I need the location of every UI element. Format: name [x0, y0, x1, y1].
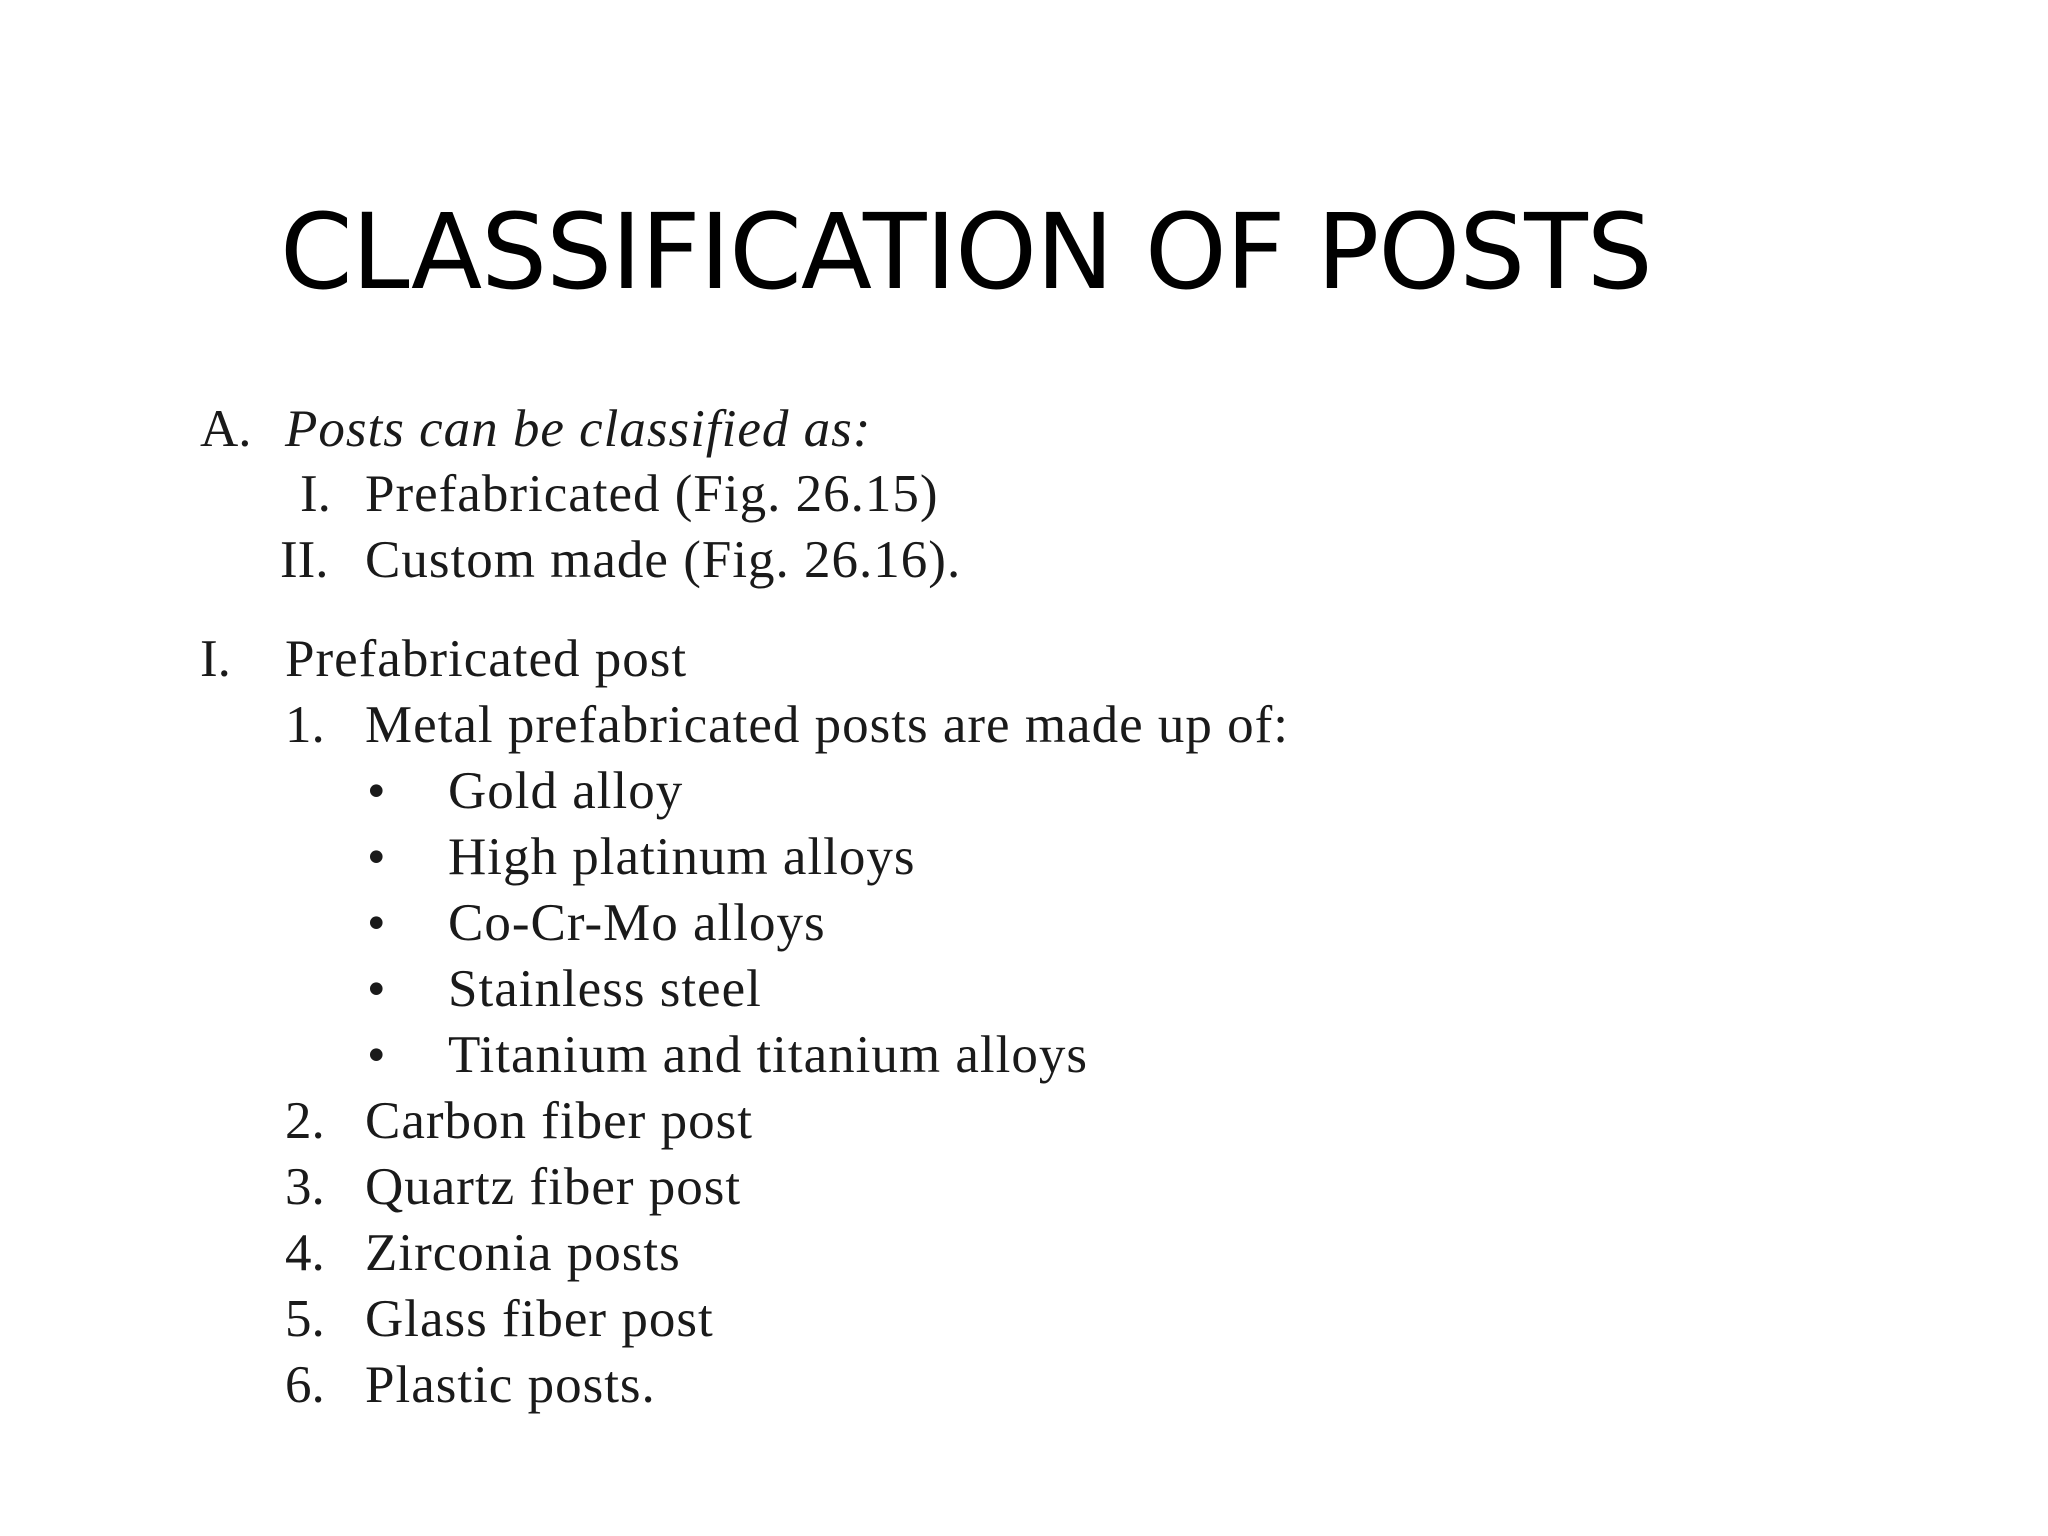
roman-marker: II. [280, 531, 329, 589]
list-item-text: Zirconia posts [365, 1224, 681, 1282]
roman-marker: I. [300, 465, 331, 523]
list-item-text: Custom made (Fig. 26.16). [365, 531, 962, 589]
number-marker: 2. [285, 1092, 325, 1150]
alloy-item [0, 956, 2048, 1022]
section-i-heading-text: Prefabricated post [285, 630, 688, 688]
number-marker: 3. [285, 1158, 325, 1216]
bullet-icon: • [367, 828, 386, 886]
bullet-icon: • [367, 960, 386, 1018]
section-i-marker: I. [200, 630, 231, 688]
section-a-heading-text: Posts can be classified as: [285, 400, 872, 458]
number-marker: 6. [285, 1356, 325, 1414]
number-marker: 4. [285, 1224, 325, 1282]
bullet-icon: • [367, 894, 386, 952]
list-item-text: Plastic posts. [365, 1356, 656, 1414]
list-item [0, 1088, 2048, 1154]
list-item-text: Quartz fiber post [365, 1158, 742, 1216]
list-item [0, 692, 2048, 758]
bullet-icon: • [367, 1026, 386, 1084]
list-item [0, 1352, 2048, 1418]
list-item-text: Prefabricated (Fig. 26.15) [365, 465, 939, 523]
alloy-item [0, 758, 2048, 824]
alloy-text: Gold alloy [448, 762, 684, 820]
list-item-text: Metal prefabricated posts are made up of: [365, 696, 1289, 754]
slide-title: CLASSIFICATION OF POSTS [280, 191, 1652, 313]
alloy-text: High platinum alloys [448, 828, 916, 886]
alloy-text: Stainless steel [448, 960, 762, 1018]
list-item [0, 1220, 2048, 1286]
number-marker: 1. [285, 696, 325, 754]
alloy-item [0, 824, 2048, 890]
number-marker: 5. [285, 1290, 325, 1348]
section-a-marker: A. [200, 400, 252, 458]
list-item [0, 461, 2048, 527]
list-item [0, 1154, 2048, 1220]
alloy-item [0, 1022, 2048, 1088]
alloy-text: Co-Cr-Mo alloys [448, 894, 826, 952]
alloy-text: Titanium and titanium alloys [448, 1026, 1088, 1084]
section-a-heading [0, 396, 2048, 462]
bullet-icon: • [367, 762, 386, 820]
section-i-heading [0, 626, 2048, 692]
list-item-text: Glass fiber post [365, 1290, 714, 1348]
list-item [0, 527, 2048, 593]
list-item [0, 1286, 2048, 1352]
list-item-text: Carbon fiber post [365, 1092, 753, 1150]
alloy-item [0, 890, 2048, 956]
